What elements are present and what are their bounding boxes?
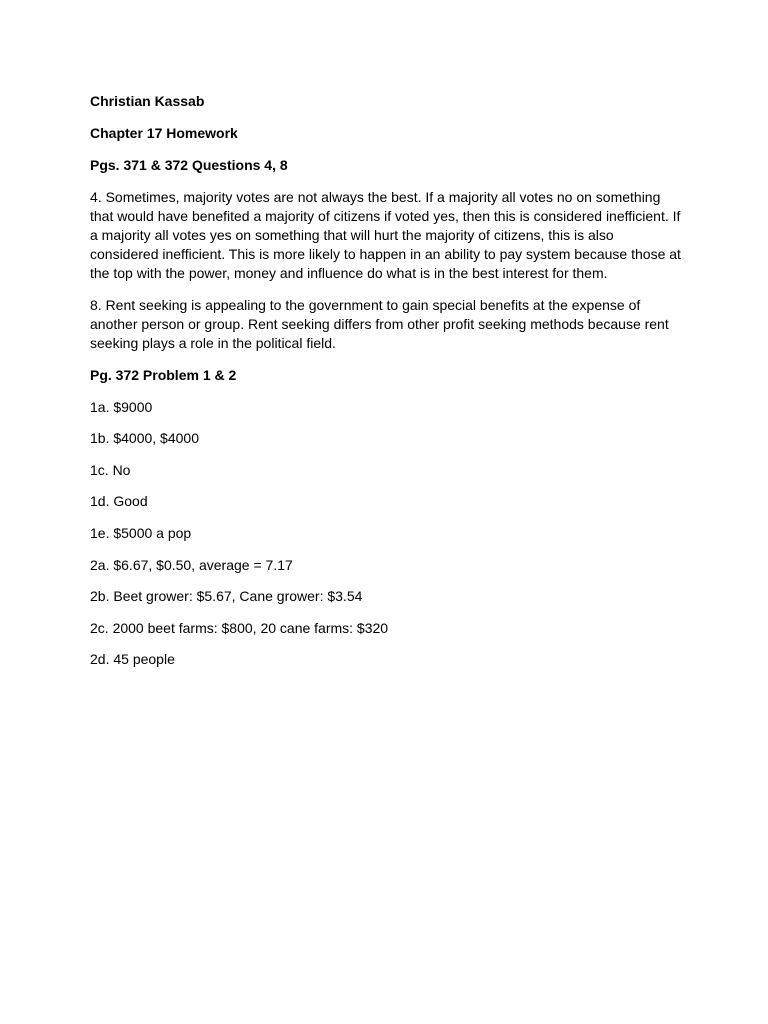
answer-4-line: considered inefficient. This is more likely to happen in an ability to pay system because those at <box>90 246 681 262</box>
answer-item-2d: 2d. 45 people <box>90 651 175 668</box>
answer-item-2c: 2c. 2000 beet farms: $800, 20 cane farms: $320 <box>90 619 389 636</box>
author-name: Christian Kassab <box>90 93 205 109</box>
answer-4-line: the top with the power, money and influence do what is in the best interest for them. <box>90 265 608 281</box>
answer-item-1d: 1d. Good <box>90 493 148 510</box>
answer-4-paragraph <box>90 188 690 283</box>
answer-4-line: that would have benefited a majority of citizens if voted yes, then this is considered inefficient. If <box>90 208 681 224</box>
answer-item-2b: 2b. Beet grower: $5.67, Cane grower: $3.54 <box>90 588 363 605</box>
answer-8-paragraph <box>90 296 690 353</box>
answer-item-1e: 1e. $5000 a pop <box>90 524 192 541</box>
answer-item-1a: 1a. $9000 <box>90 398 153 415</box>
answer-4-line: 4. Sometimes, majority votes are not always the best. If a majority all votes no on something <box>90 189 661 205</box>
answer-item-1b: 1b. $4000, $4000 <box>90 430 199 447</box>
problems-heading: Pg. 372 Problem 1 & 2 <box>90 367 237 383</box>
answer-4-line: a majority all votes yes on something that will hurt the majority of citizens, this is also <box>90 227 614 243</box>
questions-reference: Pgs. 371 & 372 Questions 4, 8 <box>90 157 288 173</box>
answer-item-2a: 2a. $6.67, $0.50, average = 7.17 <box>90 556 293 573</box>
answer-item-1c: 1c. No <box>90 461 131 478</box>
assignment-title: Chapter 17 Homework <box>90 125 238 141</box>
answer-8-line: 8. Rent seeking is appealing to the government to gain special benefits at the expense of <box>90 297 641 313</box>
document-page <box>90 92 690 669</box>
answer-8-line: seeking plays a role in the political field. <box>90 335 336 351</box>
answer-8-line: another person or group. Rent seeking differs from other profit seeking methods because rent <box>90 316 669 332</box>
